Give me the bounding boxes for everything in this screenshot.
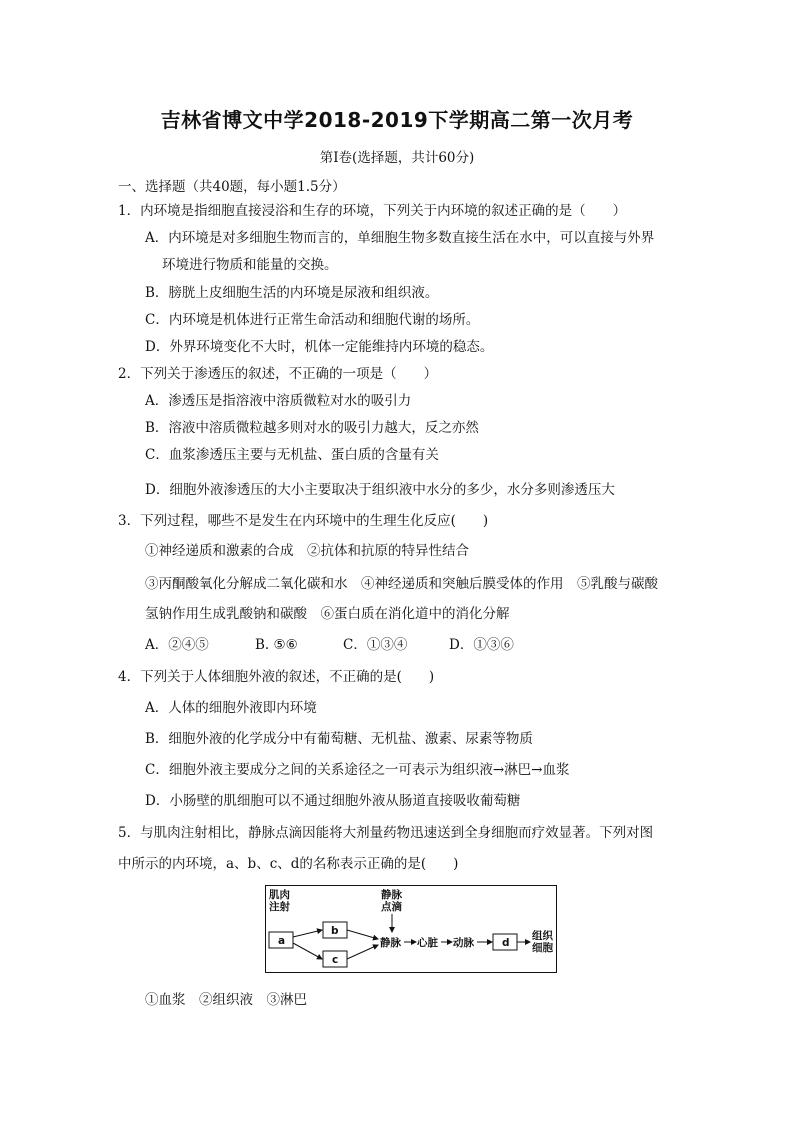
q5-stem-line-2: 中所示的内环境，a、b、c、d的名称表示正确的是( ) [118, 856, 459, 872]
q4-stem: 4．下列关于人体细胞外液的叙述，不正确的是( ) [118, 669, 435, 685]
q3-option-c: C．①③④ [343, 637, 408, 653]
label-drip: 点滴 [381, 901, 402, 913]
q5-flow-diagram [265, 885, 557, 973]
q4-option-d: D．小肠壁的肌细胞可以不通过细胞外液从肠道直接吸收葡萄糖 [145, 793, 521, 809]
exam-title: 吉林省博文中学2018-2019下学期高二第一次月考 [160, 108, 634, 132]
q1-option-d: D．外界环境变化不大时，机体一定能维持内环境的稳态。 [145, 339, 494, 355]
box-b-label: b [331, 925, 339, 937]
label-artery: 动脉 [453, 937, 474, 949]
box-a-label: a [278, 935, 286, 947]
q3-option-b: B. ⑤⑥ [255, 637, 298, 653]
label-cell: 细胞 [532, 942, 553, 954]
label-tissue: 组织 [532, 930, 553, 942]
diagram-frame [266, 886, 557, 973]
section-heading: 一、选择题（共40题，每小题1.5分） [118, 179, 346, 195]
label-vein: 静脉 [380, 937, 401, 949]
q2-stem: 2．下列关于渗透压的叙述，不正确的一项是（ ） [118, 366, 438, 382]
box-c-label: c [332, 954, 339, 966]
q3-option-a: A．②④⑤ [145, 637, 209, 653]
q2-option-c: C．血浆渗透压主要与无机盐、蛋白质的含量有关 [145, 447, 439, 463]
q2-option-d: D．细胞外液渗透压的大小主要取决于组织液中水分的多少，水分多则渗透压大 [145, 482, 615, 498]
q5-stem-line-1: 5．与肌肉注射相比，静脉点滴因能将大剂量药物迅速送到全身细胞而疗效显著。下列对图 [118, 825, 654, 841]
label-injection: 注射 [269, 901, 290, 913]
q3-item-line-1: ①神经递质和激素的合成 ②抗体和抗原的特异性结合 [145, 543, 469, 559]
q1-stem: 1．内环境是指细胞直接浸浴和生存的环境，下列关于内环境的叙述正确的是（ ） [118, 203, 627, 219]
q4-option-a: A．人体的细胞外液即内环境 [145, 700, 317, 716]
q1-option-a: A．内环境是对多细胞生物而言的，单细胞生物多数直接生活在水中，可以直接与外界 [145, 230, 655, 246]
q3-item-line-3: 氢钠作用生成乳酸钠和碳酸 ⑥蛋白质在消化道中的消化分解 [145, 606, 510, 622]
q1-option-a-cont: 环境进行物质和能量的交换。 [162, 257, 338, 273]
box-d-label: d [502, 937, 510, 949]
q3-option-d: D．①③⑥ [449, 637, 514, 653]
arrow-c-vein [347, 945, 378, 959]
q2-option-a: A．渗透压是指溶液中溶质微粒对水的吸引力 [145, 393, 412, 409]
q3-item-line-2: ③丙酮酸氧化分解成二氧化碳和水 ④神经递质和突触后膜受体的作用 ⑤乳酸与碳酸 [145, 576, 658, 592]
q2-option-b: B．溶液中溶质微粒越多则对水的吸引力越大，反之亦然 [145, 420, 479, 436]
q3-stem: 3．下列过程，哪些不是发生在内环境中的生理生化反应( ) [118, 513, 489, 529]
label-muscle: 肌肉 [269, 889, 290, 901]
q1-option-b: B．膀胱上皮细胞生活的内环境是尿液和组织液。 [145, 285, 439, 301]
label-heart: 心脏 [417, 937, 438, 949]
arrow-a-c [293, 943, 322, 959]
arrow-b-vein [347, 930, 378, 939]
exam-subtitle: 第Ⅰ卷(选择题，共计60分) [319, 150, 475, 166]
q5-options: ①血浆 ②组织液 ③淋巴 [145, 992, 307, 1008]
q4-option-b: B．细胞外液的化学成分中有葡萄糖、无机盐、激素、尿素等物质 [145, 731, 533, 747]
q4-option-c: C．细胞外液主要成分之间的关系途径之一可表示为组织液→淋巴→血浆 [145, 762, 570, 778]
q1-option-c: C．内环境是机体进行正常生命活动和细胞代谢的场所。 [145, 312, 480, 328]
arrow-a-b [293, 930, 322, 937]
label-vein-top: 静脉 [381, 889, 402, 901]
